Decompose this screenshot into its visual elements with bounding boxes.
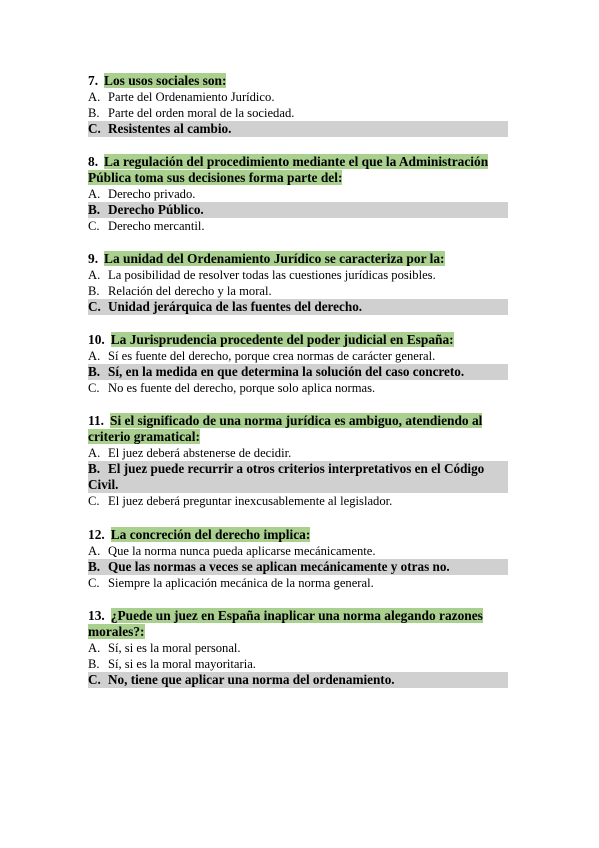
question-title — [88, 332, 508, 348]
question-text: La regulación del procedimiento mediante el que la Administración Pública toma sus decisiones forma parte del: — [88, 154, 489, 185]
question-number: 10. — [88, 332, 105, 347]
option-a: A. Sí, si es la moral personal. — [88, 641, 241, 655]
option-b-correct: B. Que las normas a veces se aplican mecánicamente y otras no. — [88, 559, 508, 575]
question-text: ¿Puede un juez en España inaplicar una norma alegando razones morales?: — [88, 608, 483, 639]
question-title — [88, 73, 508, 89]
option-c: C. El juez deberá preguntar inexcusablemente al legislador. — [88, 494, 393, 508]
question-text: Si el significado de una norma jurídica es ambiguo, atendiendo al criterio gramatical: — [88, 413, 483, 444]
option-a: A. El juez deberá abstenerse de decidir. — [88, 446, 292, 460]
option-c: C. Derecho mercantil. — [88, 219, 205, 233]
question-title — [88, 154, 508, 186]
question-8 — [88, 154, 508, 234]
question-13 — [88, 608, 508, 688]
option-b-correct: B. Derecho Público. — [88, 202, 508, 218]
question-number: 12. — [88, 527, 105, 542]
question-title — [88, 527, 508, 543]
option-c-correct: C. Unidad jerárquica de las fuentes del derecho. — [88, 299, 508, 315]
question-10 — [88, 332, 508, 396]
question-text: La concreción del derecho implica: — [110, 527, 311, 542]
question-7 — [88, 73, 508, 137]
option-a: A. Parte del Ordenamiento Jurídico. — [88, 90, 275, 104]
option-c-correct: C. No, tiene que aplicar una norma del ordenamiento. — [88, 672, 508, 688]
option-b-correct: B. Sí, en la medida en que determina la solución del caso concreto. — [88, 364, 508, 380]
option-a: A. Derecho privado. — [88, 187, 196, 201]
question-text: La Jurisprudencia procedente del poder judicial en España: — [110, 332, 454, 347]
question-number: 9. — [88, 251, 99, 266]
question-9 — [88, 251, 508, 315]
option-b-correct: B. El juez puede recurrir a otros criterios interpretativos en el Código Civil. — [88, 461, 508, 493]
option-a: A. La posibilidad de resolver todas las cuestiones jurídicas posibles. — [88, 268, 436, 282]
question-text: Los usos sociales son: — [104, 73, 227, 88]
question-number: 11. — [88, 413, 104, 428]
question-title — [88, 413, 508, 445]
question-number: 8. — [88, 154, 99, 169]
question-title — [88, 251, 508, 267]
question-text: La unidad del Ordenamiento Jurídico se caracteriza por la: — [104, 251, 445, 266]
question-title — [88, 608, 508, 640]
option-b: B. Parte del orden moral de la sociedad. — [88, 106, 295, 120]
option-b: B. Relación del derecho y la moral. — [88, 284, 272, 298]
option-b: B. Sí, si es la moral mayoritaria. — [88, 657, 256, 671]
question-number: 13. — [88, 608, 105, 623]
option-c: C. No es fuente del derecho, porque solo aplica normas. — [88, 381, 376, 395]
option-c-correct: C. Resistentes al cambio. — [88, 121, 508, 137]
option-a: A. Sí es fuente del derecho, porque crea normas de carácter general. — [88, 349, 436, 363]
question-11 — [88, 413, 508, 509]
option-a: A. Que la norma nunca pueda aplicarse mecánicamente. — [88, 544, 376, 558]
option-c: C. Siempre la aplicación mecánica de la norma general. — [88, 576, 374, 590]
question-number: 7. — [88, 73, 99, 88]
question-12 — [88, 527, 508, 591]
